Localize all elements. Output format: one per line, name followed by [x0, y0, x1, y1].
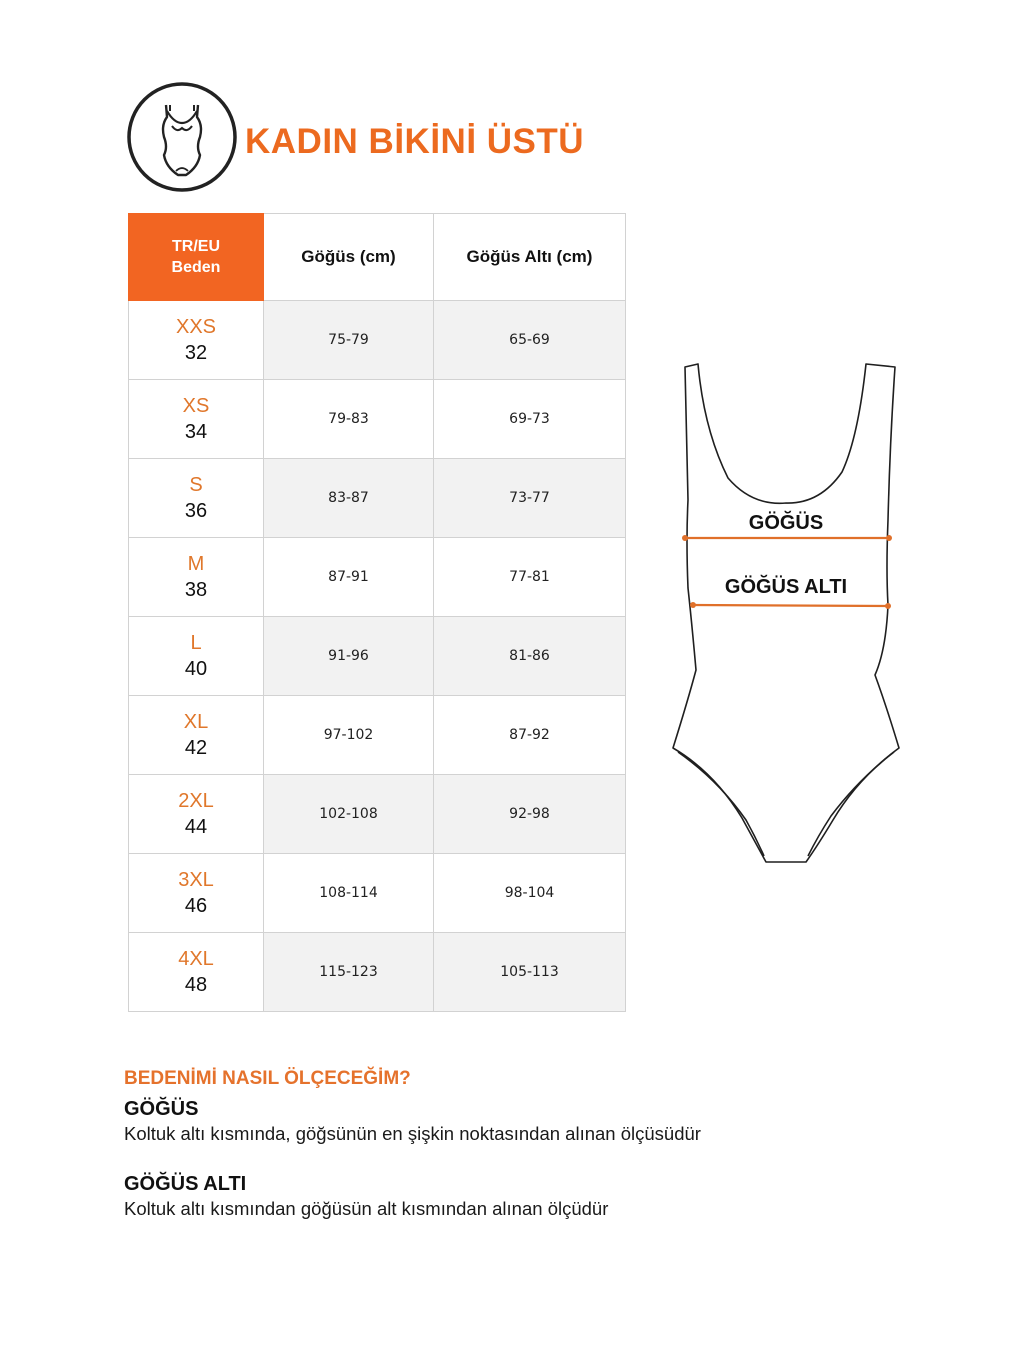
size-number: 46	[184, 895, 208, 917]
chest-label: GÖĞÜS	[748, 512, 824, 534]
underbust-value: 98-104	[434, 854, 626, 933]
underbust-value: 87-92	[434, 696, 626, 775]
swimsuit-outline	[673, 364, 899, 862]
chest-line-end-right	[886, 535, 892, 541]
size-label: 4XL	[178, 948, 214, 970]
chest-value: 91-96	[264, 617, 434, 696]
underbust-line-end-right	[885, 603, 891, 609]
page-title: KADIN BİKİNİ ÜSTÜ	[245, 122, 585, 161]
underbust-value: 77-81	[434, 538, 626, 617]
chest-value: 115-123	[264, 933, 434, 1012]
table-row	[129, 301, 626, 380]
chest-value: 83-87	[264, 459, 434, 538]
size-cell	[129, 459, 264, 538]
guide-heading: BEDENİMİ NASIL ÖLÇECEĞİM?	[124, 1068, 411, 1089]
swimsuit-outline-icon	[126, 81, 238, 193]
size-header-line1: TR/EU	[172, 238, 220, 255]
chest-value: 75-79	[264, 301, 434, 380]
table-row	[129, 696, 626, 775]
table-row	[129, 775, 626, 854]
size-cell	[129, 854, 264, 933]
table-row	[129, 380, 626, 459]
chest-value: 79-83	[264, 380, 434, 459]
size-number: 36	[184, 500, 208, 522]
size-label: L	[190, 632, 202, 654]
size-number: 42	[184, 737, 208, 759]
size-cell	[129, 933, 264, 1012]
underbust-value: 92-98	[434, 775, 626, 854]
underbust-value: 81-86	[434, 617, 626, 696]
size-label: XL	[183, 711, 209, 733]
size-number: 34	[184, 421, 208, 443]
size-label: 3XL	[178, 869, 214, 891]
chest-value: 102-108	[264, 775, 434, 854]
underbust-value: 73-77	[434, 459, 626, 538]
chest-column-header: Göğüs (cm)	[264, 214, 434, 301]
size-label: 2XL	[178, 790, 214, 812]
swimsuit-measurement-diagram	[668, 360, 904, 868]
table-row	[129, 617, 626, 696]
size-cell	[129, 301, 264, 380]
table-row	[129, 933, 626, 1012]
chest-value: 87-91	[264, 538, 434, 617]
table-header-row	[129, 214, 626, 301]
size-label: M	[187, 553, 205, 575]
size-cell	[129, 617, 264, 696]
size-label: XS	[182, 395, 210, 417]
chest-line-end-left	[682, 535, 688, 541]
underbust-guide-text: Koltuk altı kısmından göğüsün alt kısmından alınan ölçüdür	[124, 1198, 609, 1219]
size-label: S	[189, 474, 203, 496]
underbust-measure-line	[693, 605, 888, 606]
table-row	[129, 459, 626, 538]
size-cell	[129, 696, 264, 775]
underbust-label: GÖĞÜS ALTI	[724, 576, 848, 598]
underbust-column-header: Göğüs Altı (cm)	[434, 214, 626, 301]
size-table	[128, 213, 626, 1012]
chest-value: 108-114	[264, 854, 434, 933]
size-number: 48	[184, 974, 208, 996]
measurement-guide	[124, 1068, 924, 1248]
chest-guide-title: GÖĞÜS	[124, 1098, 199, 1120]
size-label: XXS	[175, 316, 217, 338]
underbust-line-end-left	[690, 602, 696, 608]
table-row	[129, 854, 626, 933]
size-number: 40	[184, 658, 208, 680]
chest-value: 97-102	[264, 696, 434, 775]
size-column-header	[129, 214, 264, 301]
leg-line-left	[678, 752, 764, 856]
table-row	[129, 538, 626, 617]
underbust-guide-title: GÖĞÜS ALTI	[124, 1173, 247, 1195]
size-number: 38	[184, 579, 208, 601]
size-header-line2: Beden	[171, 259, 221, 276]
size-cell	[129, 538, 264, 617]
size-cell	[129, 380, 264, 459]
underbust-value: 65-69	[434, 301, 626, 380]
size-number: 44	[184, 816, 208, 838]
size-number: 32	[184, 342, 208, 364]
size-cell	[129, 775, 264, 854]
underbust-value: 69-73	[434, 380, 626, 459]
chest-guide-text: Koltuk altı kısmında, göğsünün en şişkin noktasından alınan ölçüsüdür	[124, 1123, 701, 1144]
underbust-value: 105-113	[434, 933, 626, 1012]
